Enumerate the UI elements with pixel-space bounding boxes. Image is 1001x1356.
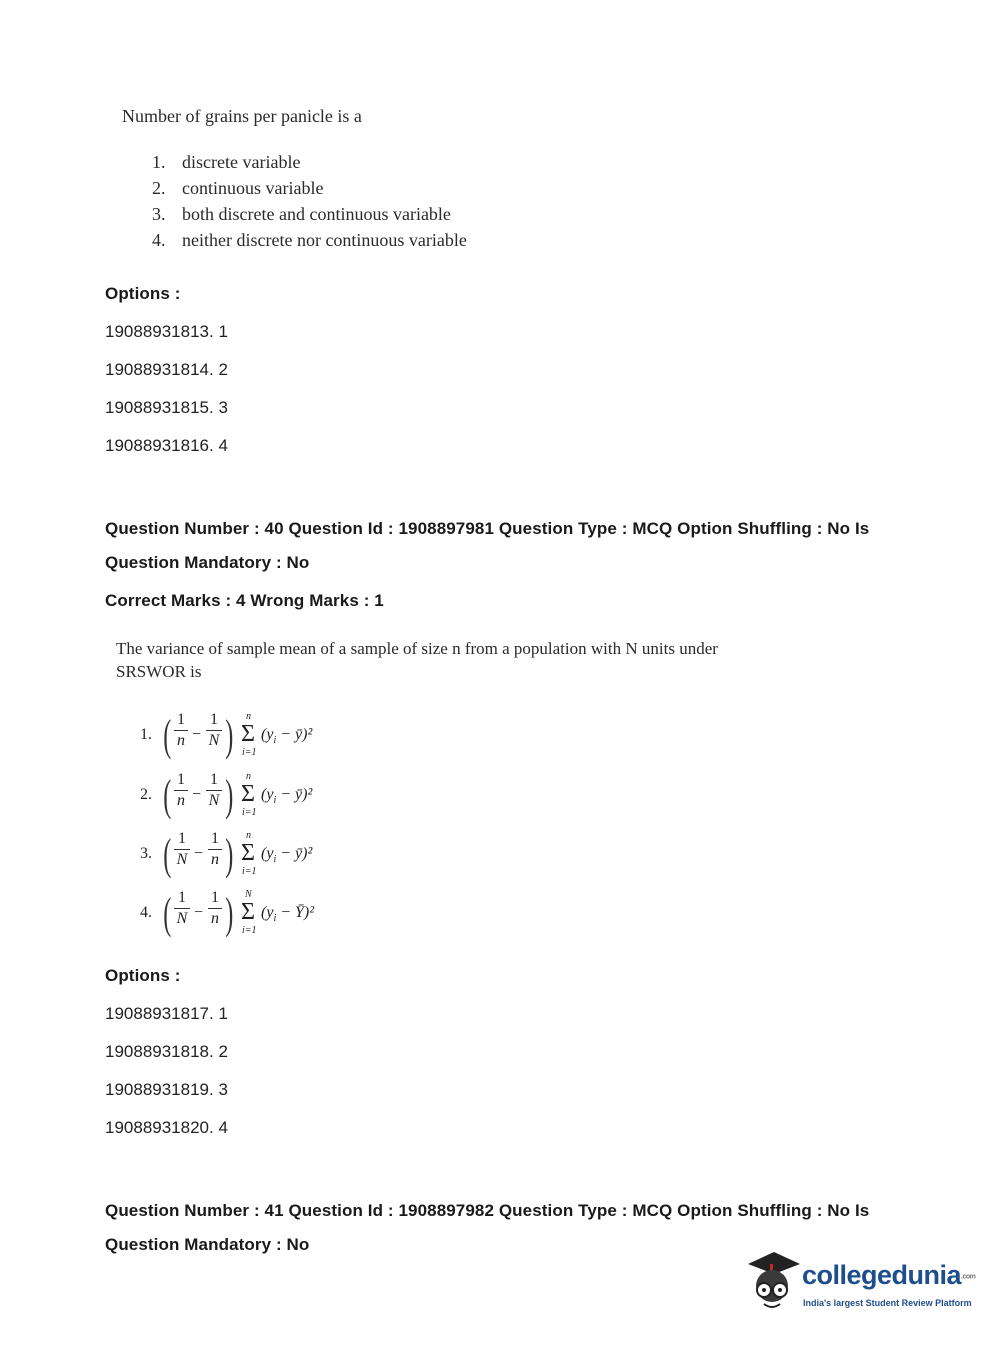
q40-choice-3: [140, 829, 340, 883]
q40-choice-4: [140, 888, 340, 942]
minus-sign: −: [194, 904, 204, 921]
right-paren: ): [225, 771, 234, 820]
q40-options-label: Options :: [105, 966, 181, 985]
q40-option-1: 19088931817. 1: [105, 1004, 228, 1023]
q40-choice-4-frac-b: 1 n: [208, 890, 222, 927]
q40-choice-2: [140, 770, 340, 824]
q40-choice-3-lower: i=1: [242, 866, 257, 877]
q39-choice-3: 3. both discrete and continuous variable: [152, 204, 451, 224]
sigma-icon: Σ: [241, 840, 255, 866]
q40-choice-4-lower: i=1: [242, 925, 257, 936]
q40-choice-3-term: ($y_i$ − ȳ)²: [261, 845, 313, 866]
q40-choice-2-frac-a: 1 n: [174, 772, 188, 809]
right-paren: ): [225, 711, 234, 760]
q40-choice-2-num: 2.: [140, 786, 152, 803]
q40-option-2: 19088931818. 2: [105, 1042, 228, 1061]
brand-dotcom: .com: [961, 1273, 976, 1281]
q40-choice-2-upper: n: [246, 771, 251, 782]
q39-choice-2: 2. continuous variable: [152, 178, 324, 198]
brand-name: collegedunia: [802, 1260, 962, 1290]
q40-choice-2-lower: i=1: [242, 807, 257, 818]
q41-header-line2: Question Mandatory : No: [105, 1235, 310, 1254]
q39-option-1: 19088931813. 1: [105, 322, 228, 341]
q40-choice-1-num: 1.: [140, 726, 152, 743]
q40-choice-2-term: ($y_i$ − ȳ)²: [261, 786, 313, 807]
left-paren: (: [163, 771, 172, 820]
sigma-icon: Σ: [241, 899, 255, 925]
left-paren: (: [163, 889, 172, 938]
left-paren: (: [163, 711, 172, 760]
q40-marks: Correct Marks : 4 Wrong Marks : 1: [105, 591, 384, 610]
q40-choice-1-frac-b: 1 N: [206, 712, 222, 749]
q40-choice-3-frac-a: 1 N: [174, 831, 190, 868]
q40-choice-1-term: ($y_i$ − ȳ)²: [261, 726, 313, 747]
q40-header-line2: Question Mandatory : No: [105, 553, 310, 572]
q40-choice-3-num: 3.: [140, 845, 152, 862]
q39-options-label: Options :: [105, 284, 181, 303]
q40-choice-3-frac-b: 1 n: [208, 831, 222, 868]
q40-stem-line2: SRSWOR is: [116, 662, 202, 681]
q40-choice-4-num: 4.: [140, 904, 152, 921]
q39-option-2: 19088931814. 2: [105, 360, 228, 379]
q39-choice-1: 1. discrete variable: [152, 152, 301, 172]
q39-choice-4: 4. neither discrete nor continuous variable: [152, 230, 467, 250]
q40-choice-4-term: ($y_i$ − Ȳ)²: [261, 904, 315, 925]
q40-stem-line1: The variance of sample mean of a sample of size n from a population with N units under: [116, 639, 718, 658]
q40-choice-2-frac-b: 1 N: [206, 772, 222, 809]
sigma-icon: Σ: [241, 781, 255, 807]
q39-stem: Number of grains per panicle is a: [122, 106, 362, 126]
q40-option-4: 19088931820. 4: [105, 1118, 228, 1137]
q40-choice-1-lower: i=1: [242, 747, 257, 758]
q39-option-3: 19088931815. 3: [105, 398, 228, 417]
q40-header-line1: Question Number : 40 Question Id : 1908897981 Question Type : MCQ Option Shuffling : No Is: [105, 519, 870, 538]
q40-choice-3-upper: n: [246, 830, 251, 841]
right-paren: ): [225, 889, 234, 938]
q39-option-4: 19088931816. 4: [105, 436, 228, 455]
left-paren: (: [163, 830, 172, 879]
collegedunia-logo: [742, 1250, 976, 1320]
minus-sign: −: [192, 786, 202, 803]
minus-sign: −: [194, 845, 204, 862]
q40-choice-1-upper: n: [246, 711, 251, 722]
sigma-icon: Σ: [241, 721, 255, 747]
right-paren: ): [225, 830, 234, 879]
q40-choice-1-frac-a: 1 n: [174, 712, 188, 749]
brand-tagline: India's largest Student Review Platform: [803, 1298, 972, 1308]
minus-sign: −: [192, 726, 202, 743]
mascot-icon: [742, 1250, 802, 1314]
q40-choice-4-frac-a: 1 N: [174, 890, 190, 927]
q40-choice-1: [140, 710, 340, 764]
q40-choice-4-upper: N: [245, 889, 252, 900]
q41-header-line1: Question Number : 41 Question Id : 1908897982 Question Type : MCQ Option Shuffling : No Is: [105, 1201, 870, 1220]
q40-option-3: 19088931819. 3: [105, 1080, 228, 1099]
